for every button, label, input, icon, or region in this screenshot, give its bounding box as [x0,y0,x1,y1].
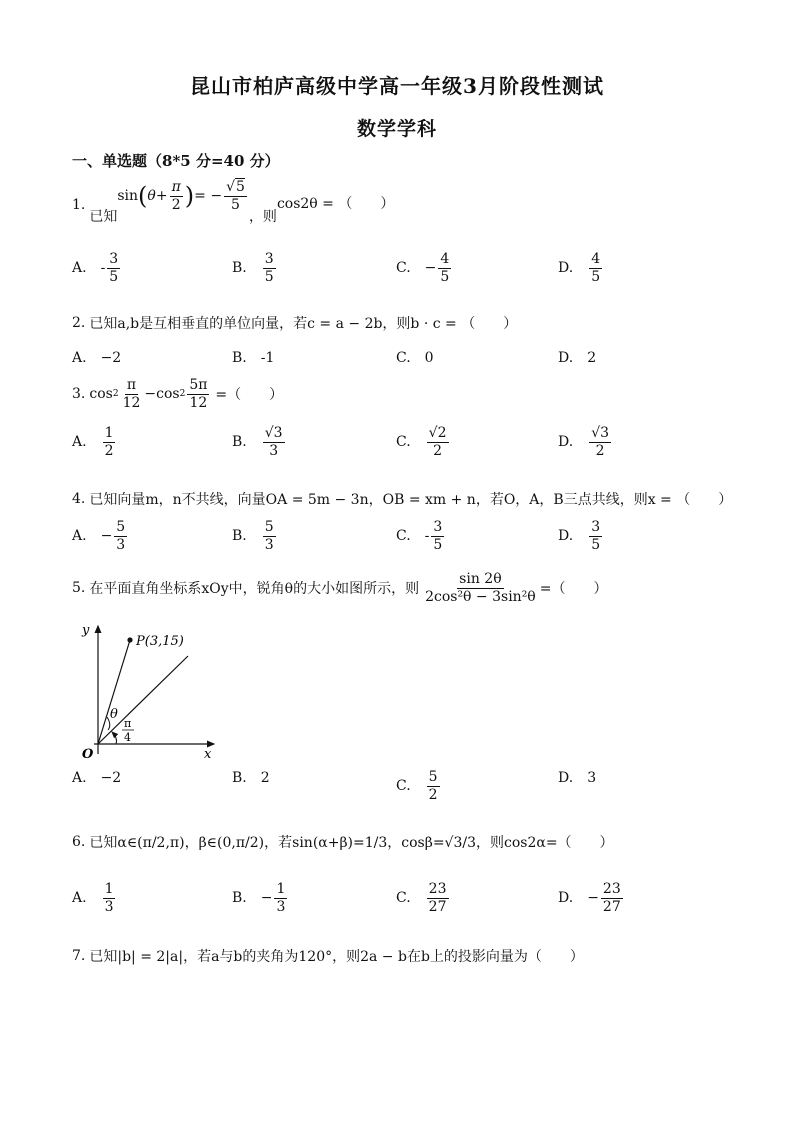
pi4-den: 4 [124,731,131,744]
option-b[interactable]: B. − $\frac{1}{3}$ [232,881,286,915]
angle-figure [72,620,232,760]
question-text: 已知a,b是互相垂直的单位向量，若c = a − 2b，则b · c = （ ） [89,316,518,332]
option-b[interactable]: B. -1 [232,350,275,366]
question-number: 2. [72,315,86,331]
option-d[interactable]: D. $\frac{4}{5}$ [558,251,601,285]
question-number: 1. [72,197,86,213]
option-b[interactable]: B. 2 [232,770,270,786]
question-4 [72,489,732,509]
question-number: 5. [72,580,86,597]
option-d[interactable]: D. − $\frac{23}{27}$ [558,881,621,915]
question-5 [72,572,607,604]
angle-arc-pi4 [112,732,117,744]
option-b[interactable]: B. $\frac{5}{3}$ [232,519,274,553]
options-q6 [72,882,772,922]
question-1 [72,178,395,226]
option-c[interactable]: C. $\frac{5}{2}$ [396,769,438,803]
x-label: x [204,747,212,760]
option-a[interactable]: A. −2 [72,350,122,366]
question-2 [72,313,517,333]
question-text: ，则 [248,209,277,225]
origin-label: O [82,747,94,760]
option-a[interactable]: A. − $\frac{5}{3}$ [72,519,126,553]
question-text: 已知|b| = 2|a|，若a与b的夹角为120°，则2a − b在b上的投影向量为（ ） [89,949,584,965]
option-d[interactable]: D. 2 [558,350,597,366]
question-ask: =（ ） [539,581,608,598]
option-b[interactable]: B. $\frac{3}{5}$ [232,251,274,285]
option-c[interactable]: C. 0 [396,350,434,366]
option-d[interactable]: D. $\frac{3}{5}$ [558,519,601,553]
formula-q1: sin ( θ + $\frac{\pi}{2}$ ) = − $\frac{√5}{5}$ [117,178,245,213]
option-c[interactable]: C. $\frac{23}{27}$ [396,881,447,915]
options-q5 [72,770,772,810]
question-ask: =（ ） [215,387,284,404]
option-a[interactable]: A. - $\frac{3}{5}$ [72,251,119,285]
point-label: P(3,15) [136,634,184,649]
question-number: 4. [72,491,86,507]
option-d[interactable]: D. 3 [558,770,597,786]
exam-title: 昆山市柏庐高级中学高一年级3月阶段性测试 [190,74,604,98]
point-p [127,637,132,642]
question-text: 已知α∈(π/2,π)，β∈(0,π/2)，若sin(α+β)=1/3，cosβ=√3/3，则cos2α=（ ） [89,835,614,851]
question-number: 6. [72,834,86,850]
formula-q3: cos 2 $\frac{\pi}{12}$ −cos 2 $\frac{5\pi}{12}$ [89,377,208,411]
exam-subject: 数学学科 [356,118,437,140]
options-q1 [72,252,772,292]
question-number: 3. [72,386,86,403]
question-text: 在平面直角坐标系xOy中，锐角θ的大小如图所示，则 [89,581,420,598]
pi4-num: π [124,717,132,730]
options-q4 [72,520,772,560]
question-7 [72,946,584,966]
option-a[interactable]: A. $\frac{1}{3}$ [72,881,114,915]
question-number: 7. [72,948,86,964]
section-heading: 一、单选题（8*5 分=40 分） [72,152,280,170]
option-c[interactable]: C. $\frac{√2}{2}$ [396,425,447,459]
question-text: 已知 [89,209,118,225]
question-text: 已知向量m，n不共线，向量OA = 5m − 3n，OB = xm + n，若O，A，B三点共线，则x = （ ） [89,492,733,508]
option-c[interactable]: C. - $\frac{3}{5}$ [396,519,443,553]
options-q3 [72,426,772,466]
option-a[interactable]: A. $\frac{1}{2}$ [72,425,114,459]
question-3 [72,378,283,410]
question-ask: cos2θ = （ ） [276,196,395,212]
option-d[interactable]: D. $\frac{√3}{2}$ [558,425,610,459]
formula-q5: $\frac{\sin 2\theta}{\text{2cos²θ − 3sin²θ}}$ [425,571,536,605]
option-a[interactable]: A. −2 [72,770,122,786]
y-label: y [82,623,90,638]
question-6 [72,832,614,852]
option-c[interactable]: C. − $\frac{4}{5}$ [396,251,450,285]
option-b[interactable]: B. $\frac{√3}{3}$ [232,425,283,459]
theta-label: θ [110,707,118,722]
options-q2 [72,350,772,370]
